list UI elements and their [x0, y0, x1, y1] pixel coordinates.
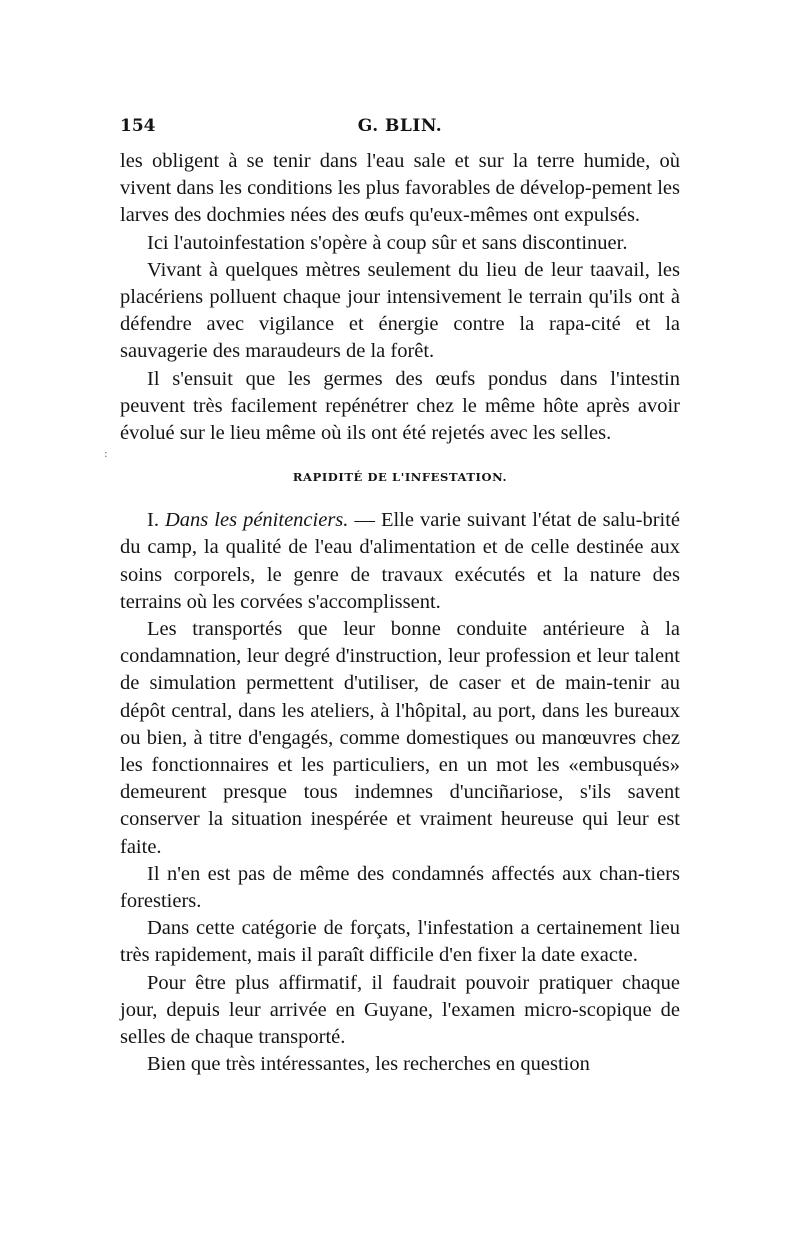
- paragraph: Les transportés que leur bonne conduite antérieure à la condamnation, leur degré d'instruction, leur profession et leur talent de simulation permettent d'utiliser, de caser et de main-tenir au dépôt central, dans les ateliers, à l'hôpital, au port, dans les bureaux ou bien, à titre d'engagés, comme domestiques ou manœuvres chez les fonctionnaires et les particuliers, en un mot les «embusqués» demeurent presque tous indemnes d'unciñariose, s'ils savent conserver la situation inespérée et vraiment heureuse qui leur est faite.: [120, 618, 680, 858]
- paragraph: Il s'ensuit que les germes des œufs pondus dans l'intestin peuvent très facilement repénétrer chez le même hôte après avoir évolué sur le lieu même où ils ont été rejetés avec les selles.: [120, 367, 680, 445]
- section-number: I.: [147, 509, 159, 532]
- paragraph: Il n'en est pas de même des condamnés affectés aux chan-tiers forestiers.: [120, 862, 680, 913]
- running-head: [120, 116, 680, 142]
- section-paragraph-text: Elle varie suivant l'état de salu-brité du camp, la qualité de l'eau d'alimentation et de celle destinée aux soins corporels, le genre de travaux exécutés et la nature des terrains où les corvées s'accomplissent.: [120, 509, 681, 613]
- margin-mark: ː: [104, 447, 108, 460]
- section-first-paragraph: [120, 507, 680, 616]
- paragraph: Ici l'autoinfestation s'opère à coup sûr et sans discontinuer.: [147, 231, 628, 254]
- section-lead-italic: Dans les pénitenciers.: [164, 509, 349, 532]
- body-text: [120, 148, 680, 1079]
- section-heading: RAPIDITÉ DE L'INFESTATION.: [292, 470, 508, 485]
- running-title: G. BLIN.: [357, 116, 443, 136]
- em-dash: —: [354, 509, 375, 532]
- paragraph: Vivant à quelques mètres seulement du lieu de leur taavail, les placériens polluent chaque jour intensivement le terrain qu'ils ont à défendre avec vigilance et énergie contre la rapa-cité et la sauvagerie des maraudeurs de la forêt.: [120, 258, 680, 363]
- paragraph: Dans cette catégorie de forçats, l'infestation a certainement lieu très rapidement, mais il paraît difficile d'en fixer la date exacte.: [120, 917, 680, 967]
- paragraph: Pour être plus affirmatif, il faudrait pouvoir pratiquer chaque jour, depuis leur arrivée en Guyane, l'examen micro-scopique de selles de chaque transporté.: [120, 971, 680, 1049]
- page-number: 154: [120, 116, 156, 136]
- paragraph: les obligent à se tenir dans l'eau sale et sur la terre humide, où vivent dans les conditions les plus favorables de dévelop-pement les larves des dochmies nées des œufs qu'eux-mêmes ont expulsés.: [120, 150, 680, 227]
- paragraph: Bien que très intéressantes, les recherches en question: [147, 1053, 590, 1076]
